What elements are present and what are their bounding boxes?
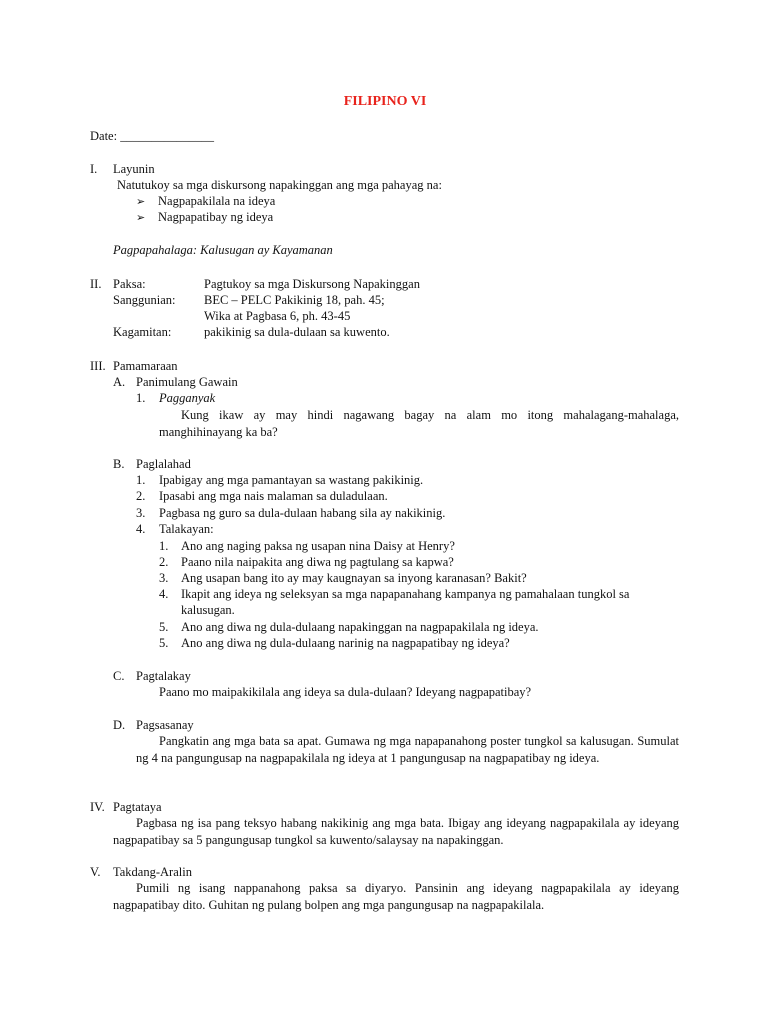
item-label: Pagganyak bbox=[159, 391, 216, 405]
subsection-c-heading bbox=[113, 668, 191, 685]
question-number: 1. bbox=[159, 539, 169, 553]
date-line: Date: _______________ bbox=[90, 129, 214, 143]
page-title: FILIPINO VI bbox=[343, 94, 427, 109]
list-item bbox=[136, 472, 423, 489]
question-item-continued bbox=[159, 602, 235, 619]
section-pagtataya-heading bbox=[90, 799, 162, 816]
question-item bbox=[159, 554, 454, 571]
paksa-value: Pagtukoy sa mga Diskursong Napakinggan bbox=[204, 277, 420, 291]
question-text: Ang usapan bang ito ay may kaugnayan sa inyong karanasan? Bakit? bbox=[181, 571, 527, 585]
list-item bbox=[136, 193, 275, 211]
subsection-label: Pagtalakay bbox=[136, 669, 191, 683]
item-text: Talakayan: bbox=[159, 522, 214, 536]
section-number: I. bbox=[90, 162, 98, 176]
item-number: 3. bbox=[136, 506, 146, 520]
question-item bbox=[159, 635, 510, 652]
section-pamamaraan-heading bbox=[90, 358, 178, 375]
section-number: II. bbox=[90, 277, 102, 291]
question-text: Ano ang diwa ng dula-dulaang napakinggan na nagpapakilala ng ideya. bbox=[181, 620, 539, 634]
question-text: Paano nila naipakita ang diwa ng pagtulang sa kapwa? bbox=[181, 555, 454, 569]
paksa-label: Paksa: bbox=[113, 277, 146, 291]
section-number: III. bbox=[90, 359, 106, 373]
item-text: Ipabigay ang mga pamantayan sa wastang pakikinig. bbox=[159, 473, 424, 487]
question-text: Ano ang naging paksa ng usapan nina Daisy at Henry? bbox=[181, 539, 455, 553]
question-number: 3. bbox=[159, 571, 169, 585]
question-text: Ikapit ang ideya ng seleksyan sa mga napapanahang kampanya ng pamahalaan tungkol sa bbox=[181, 587, 630, 601]
bullet-text: Nagpapakilala na ideya bbox=[158, 194, 276, 208]
list-item bbox=[136, 488, 388, 505]
item-text: Ipasabi ang mga nais malaman sa duladulaan. bbox=[159, 489, 388, 503]
section-takdang-aralin-heading bbox=[90, 864, 192, 881]
question-number: 2. bbox=[159, 555, 169, 569]
section-label: Layunin bbox=[113, 162, 155, 176]
list-item bbox=[136, 209, 273, 227]
arrow-bullet-icon: ➢ bbox=[136, 196, 146, 208]
takdang-aralin-text: Pumili ng isang nappanahong paksa sa diyaryo. Pansinin ang ideyang nagpapakilala ay ideyang nagpapatibay dito. Guhitan ng pulang bolpen ang mga pangungusap na nagpapakilala. bbox=[113, 881, 679, 912]
question-number: 5. bbox=[159, 636, 169, 650]
value-line: Pagpapahalaga: Kalusugan ay Kayamanan bbox=[113, 243, 333, 257]
pagganyak-heading bbox=[136, 390, 215, 407]
subsection-d-heading bbox=[113, 717, 194, 734]
item-number: 2. bbox=[136, 489, 146, 503]
list-item bbox=[136, 521, 214, 538]
item-number: 1. bbox=[136, 391, 146, 405]
section-number: V. bbox=[90, 865, 101, 879]
pagsasanay-text: Pangkatin ang mga bata sa apat. Gumawa ng mga napapanahong poster tungkol sa kalusugan. Sumulat ng 4 na pangungusap na nagpapakilala ng ideya at 1 pangungusap na nagpapatibay ng ideya. bbox=[136, 734, 679, 765]
question-item bbox=[159, 619, 539, 636]
question-number: 4. bbox=[159, 587, 169, 601]
subsection-label: Paglalahad bbox=[136, 457, 191, 471]
kagamitan-value: pakikinig sa dula-dulaan sa kuwento. bbox=[204, 325, 390, 339]
layunin-text: Natutukoy sa mga diskursong napakinggan ang mga pahayag na: bbox=[117, 178, 442, 192]
subsection-letter: D. bbox=[113, 718, 126, 732]
question-item bbox=[159, 586, 629, 603]
pagtataya-text: Pagbasa ng isa pang teksyo habang nakikinig ang mga bata. Ibigay ang ideyang nagpapakilala ay ideyang nagpapatibay sa 5 pangungusap tungkol sa kuwento/salaysay na napakinggan. bbox=[113, 816, 679, 847]
question-item bbox=[159, 538, 455, 555]
question-text: kalusugan. bbox=[181, 603, 235, 617]
item-number: 1. bbox=[136, 473, 146, 487]
subsection-a-heading bbox=[113, 374, 238, 391]
kagamitan-label: Kagamitan: bbox=[113, 325, 172, 339]
pagtalakay-text: Paano mo maipakikilala ang ideya sa dula-dulaan? Ideyang nagpapatibay? bbox=[159, 685, 532, 699]
section-number: IV. bbox=[90, 800, 105, 814]
subsection-label: Panimulang Gawain bbox=[136, 375, 238, 389]
sanggunian-value: BEC – PELC Pakikinig 18, pah. 45; bbox=[204, 293, 385, 307]
subsection-letter: A. bbox=[113, 375, 126, 389]
section-paksa-heading bbox=[90, 276, 146, 293]
item-text: Pagbasa ng guro sa dula-dulaan habang sila ay nakikinig. bbox=[159, 506, 446, 520]
bullet-text: Nagpapatibay ng ideya bbox=[158, 210, 274, 224]
section-layunin-heading bbox=[90, 161, 155, 178]
section-label: Pagtataya bbox=[113, 800, 162, 814]
subsection-label: Pagsasanay bbox=[136, 718, 194, 732]
subsection-letter: B. bbox=[113, 457, 125, 471]
question-number: 5. bbox=[159, 620, 169, 634]
section-label: Pamamaraan bbox=[113, 359, 178, 373]
subsection-letter: C. bbox=[113, 669, 125, 683]
section-label: Takdang-Aralin bbox=[113, 865, 192, 879]
question-text: Ano ang diwa ng dula-dulaang narinig na nagpapatibay ng ideya? bbox=[181, 636, 510, 650]
question-item bbox=[159, 570, 527, 587]
subsection-b-heading bbox=[113, 456, 191, 473]
sanggunian-value-2: Wika at Pagbasa 6, ph. 43-45 bbox=[204, 309, 351, 323]
sanggunian-label: Sanggunian: bbox=[113, 293, 176, 307]
arrow-bullet-icon: ➢ bbox=[136, 212, 146, 224]
list-item bbox=[136, 505, 445, 522]
item-number: 4. bbox=[136, 522, 146, 536]
pagganyak-text: Kung ikaw ay may hindi nagawang bagay na alam mo itong mahalagang-mahalaga, manghihinayang ka ba? bbox=[159, 408, 679, 439]
